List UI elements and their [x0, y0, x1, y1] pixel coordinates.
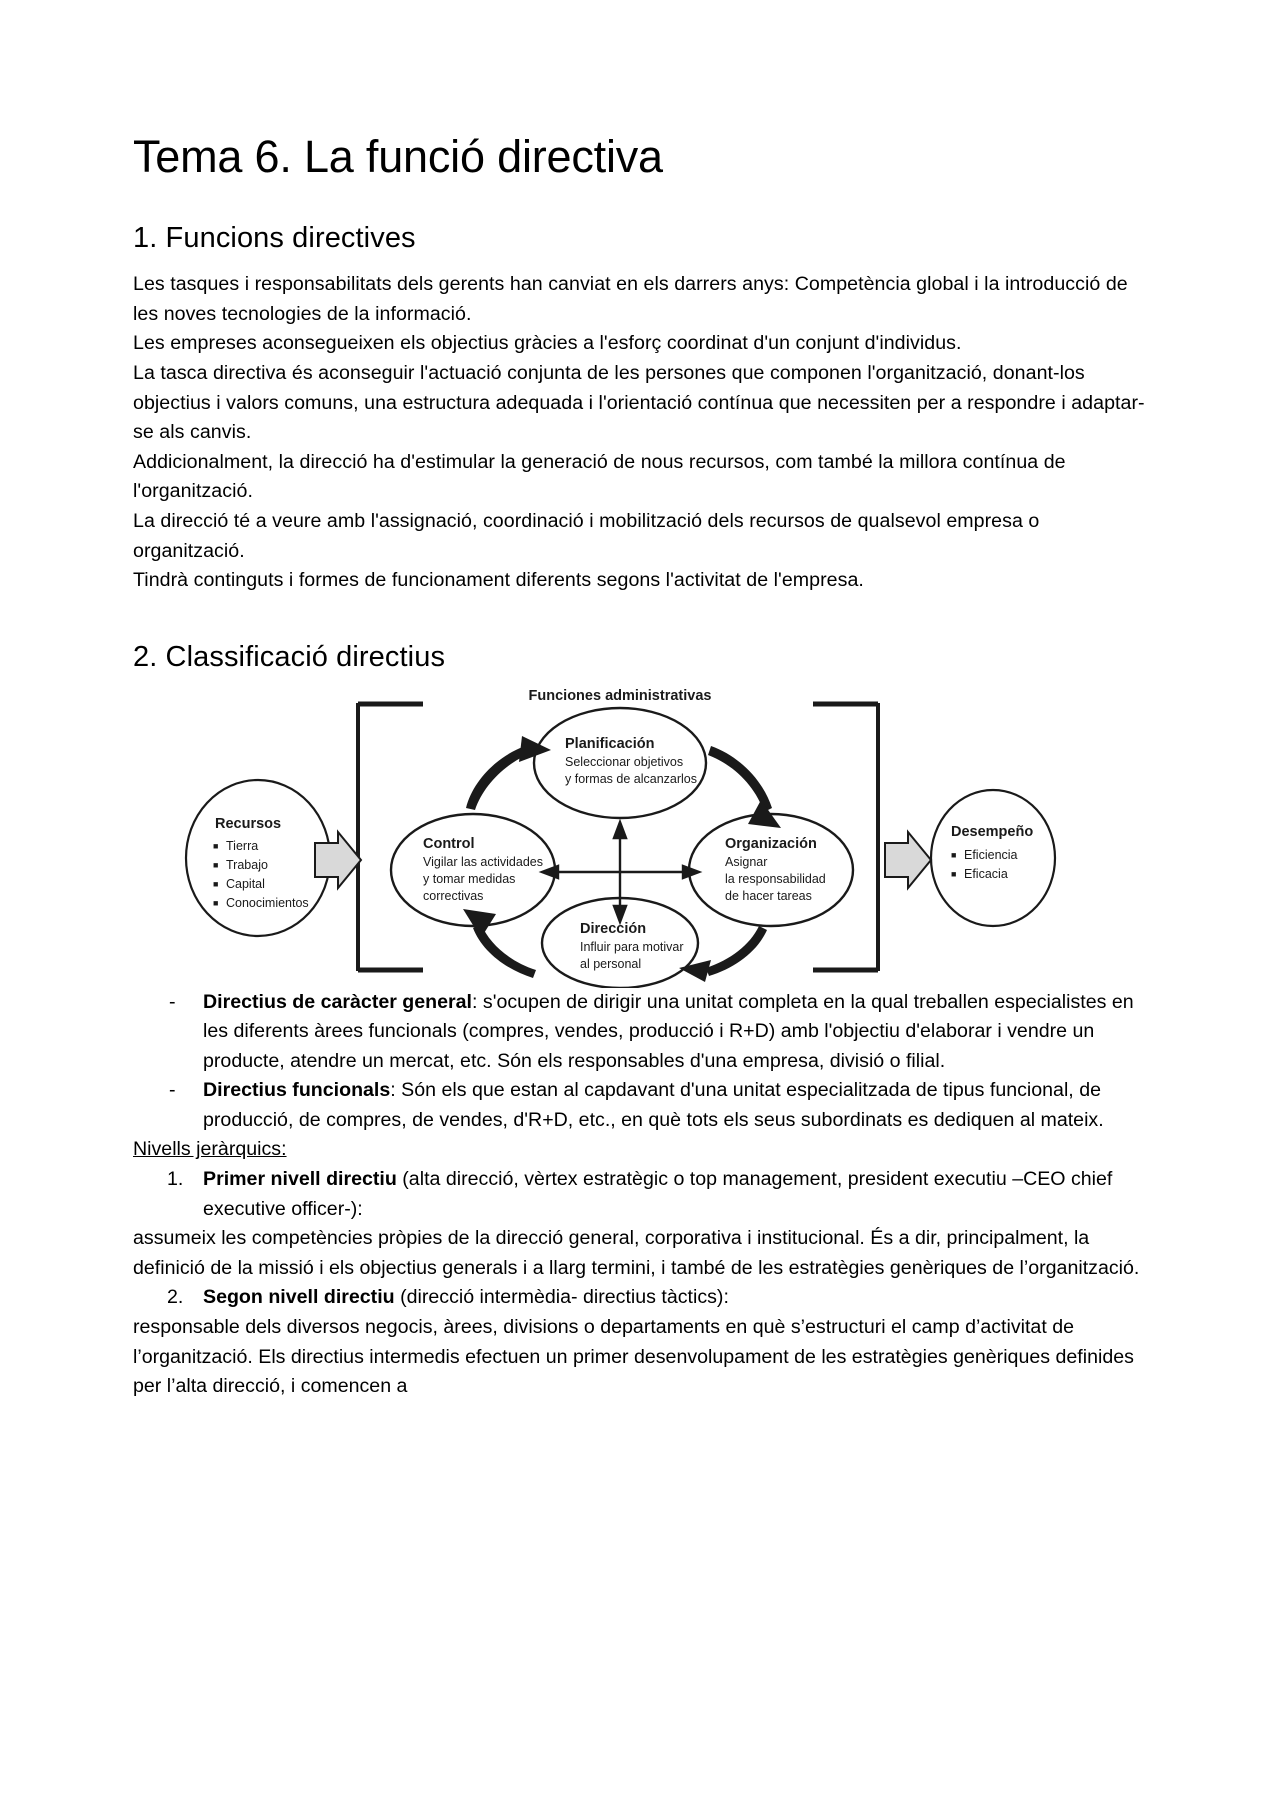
list-item-term: Primer nivell directiu [203, 1168, 397, 1191]
list-item [133, 1283, 1148, 1313]
paragraph: Les tasques i responsabilitats dels gerents han canviat en els darrers anys: Competència global i la introducció de les noves tecnologies de la informació. [133, 273, 1134, 325]
bullet-square-icon: ■ [213, 897, 219, 908]
administrative-functions-diagram [133, 688, 1148, 988]
diagram-node-line: correctivas [423, 888, 484, 903]
nivells-jerarquics-list [133, 1165, 1148, 1224]
bullet-square-icon: ■ [951, 868, 957, 879]
diagram-node-title-direccion: Dirección [580, 920, 647, 937]
section-1-body [133, 270, 1148, 596]
diagram-node-title-organizacion: Organización [725, 835, 817, 852]
diagram-node-line: Influir para motivar [580, 939, 684, 954]
diagram-node-line: al personal [580, 956, 642, 971]
dash-bullet-icon: - [169, 990, 176, 1013]
nivell-1-body: assumeix les competències pròpies de la direcció general, corporativa i institucional. És a dir, principalment, la definició de la missió i els objectius generals i a llarg termini, i també de les estratègies genèriques de l’organització. [133, 1227, 1140, 1279]
nivells-jerarquics-label-wrap [133, 1135, 1148, 1165]
list-item-text: : Són els que estan al capdavant d'una unitat especialitzada de tipus funcional, de producció, de compres, de vendes, d'R+D, etc., en què tots els seus subordinats es dediquen al mateix. [203, 1079, 1104, 1131]
paragraph: Addicionalment, la direcció ha d'estimular la generació de nous recursos, com també la millora contínua de l'organització. [133, 450, 1072, 503]
diagram-node-line: Vigilar las actividades [423, 854, 543, 869]
diagram-node-line: Seleccionar objetivos [565, 754, 684, 769]
nivells-jerarquics-list-2 [133, 1283, 1148, 1313]
list-item-text: (alta direcció, vèrtex estratègic o top management, president executiu –CEO chief executive officer-): [203, 1168, 1113, 1220]
dash-bullet-icon: - [169, 1079, 176, 1102]
diagram-inputs-title: Recursos [215, 815, 282, 832]
paragraph: Tindrà continguts i formes de funcionament diferents segons l'activitat de l'empresa. [133, 569, 864, 592]
list-item [133, 1165, 1148, 1224]
diagram-outputs-title: Desempeño [951, 823, 1034, 840]
list-number: 2. [167, 1286, 184, 1309]
diagram-input-item: Tierra [226, 838, 259, 853]
diagram-caption: Funciones administrativas [528, 687, 712, 704]
diagram-input-item: Trabajo [226, 857, 268, 872]
bullet-square-icon: ■ [213, 878, 219, 889]
nivell-2-body: responsable dels diversos negocis, àrees, divisions o departaments en què s’estructuri el camp d’activitat de l’organització. Els directius intermedis efectuen un primer desenvolupament de les estratègies genèriques definides per l’alta direcció, i comencen a [133, 1316, 1134, 1398]
diagram-input-item: Conocimientos [226, 895, 309, 910]
list-item [133, 988, 1148, 1077]
list-item-text: (direcció intermèdia- directius tàctics): [394, 1286, 729, 1309]
diagram-output-item: Eficiencia [964, 847, 1018, 862]
section-heading-classificacio-directius: 2. Classificació directius [133, 640, 446, 673]
paragraph: La tasca directiva és aconseguir l'actuació conjunta de les persones que componen l'organització, donant-los objectius i valors comuns, una estructura adequada i l'orientació contínua que necessiten per a respondre i adaptar-se als canvis. [133, 361, 1145, 444]
diagram-node-title-control: Control [423, 835, 475, 852]
paragraph: La direcció té a veure amb l'assignació, coordinació i mobilització dels recursos de qualsevol empresa o organització. [133, 509, 1045, 562]
list-item [133, 1076, 1148, 1135]
bullet-square-icon: ■ [213, 859, 219, 870]
bullet-square-icon: ■ [213, 840, 219, 851]
list-item-term: Directius de caràcter general [203, 990, 473, 1013]
nivells-jerarquics-label: Nivells jeràrquics: [133, 1138, 287, 1161]
page-content [133, 0, 1148, 1402]
paragraph: Les empreses aconsegueixen els objectius gràcies a l'esforç coordinat d'un conjunt d'individus. [133, 332, 962, 355]
bullet-square-icon: ■ [951, 849, 957, 860]
diagram-input-item: Capital [226, 876, 265, 891]
section-heading-funcions-directives: 1. Funcions directives [133, 222, 416, 255]
diagram-node-title-planificacion: Planificación [565, 735, 655, 752]
page-title: Tema 6. La funció directiva [133, 131, 663, 182]
list-item-term: Directius funcionals [203, 1079, 391, 1102]
directius-bullet-list [133, 988, 1148, 1136]
diagram-node-line: y tomar medidas [423, 871, 516, 886]
list-number: 1. [167, 1168, 184, 1191]
list-item-term: Segon nivell directiu [203, 1286, 395, 1309]
diagram-node-line: Asignar [725, 854, 768, 869]
list-item-text: : s'ocupen de dirigir una unitat completa en la qual treballen especialistes en les diferents àrees funcionals (compres, vendes, producció i R+D) amb l'objectiu d'elaborar i vendre un producte, atendre un mercat, etc. Són els responsables d'una empresa, divisió o filial. [203, 990, 1134, 1072]
diagram-node-line: la responsabilidad [725, 871, 826, 886]
diagram-node-line: y formas de alcanzarlos [565, 771, 698, 786]
diagram-output-item: Eficacia [964, 866, 1008, 881]
diagram-node-line: de hacer tareas [725, 888, 812, 903]
